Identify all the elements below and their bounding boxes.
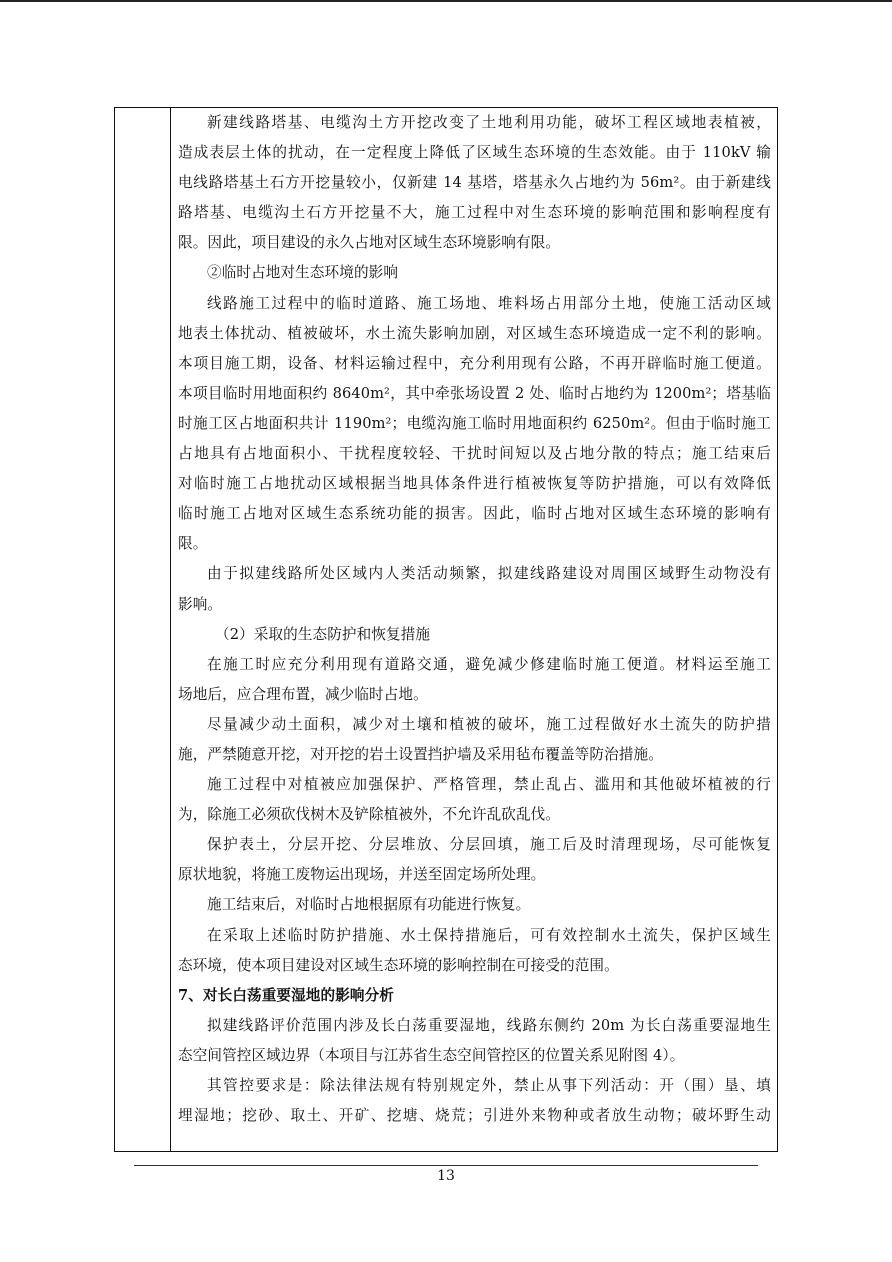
text-line: 施工结束后，对临时占地根据原有功能进行恢复。 <box>207 896 531 914</box>
text-line: 临时施工占地对区域生态系统功能的损害。因此，临时占地对区域生态环境的影响有 <box>178 505 771 523</box>
text-line: 造成表层土体的扰动，在一定程度上降低了区域生态环境的生态效能。由于 110kV 输 <box>178 144 771 162</box>
text-line: 电线路塔基土石方开挖量较小，仅新建 14 基塔，塔基永久占地约为 56m²。由于新建线 <box>178 174 771 192</box>
text-line: 线路施工过程中的临时道路、施工场地、堆料场占用部分土地，使施工活动区域 <box>207 294 771 312</box>
text-line: 占地具有占地面积小、干扰程度较轻、干扰时间短以及占地分散的特点；施工结束后 <box>178 445 771 463</box>
text-line: 地表土体扰动、植被破坏，水土流失影响加剧，对区域生态环境造成一定不利的影响。 <box>178 324 771 342</box>
text-line: 场地后，应合理布置，减少临时占地。 <box>178 685 428 703</box>
body-text <box>178 108 771 1131</box>
table-content-cell <box>171 108 777 1151</box>
report-table-frame <box>114 107 778 1152</box>
text-line: （2）采取的生态防护和恢复措施 <box>215 625 431 643</box>
text-line: 时施工区占地面积共计 1190m²；电缆沟施工临时用地面积约 6250m²。但由于临时施工 <box>178 414 771 432</box>
text-line: 本项目施工期，设备、材料运输过程中，充分利用现有公路，不再开辟临时施工便道。 <box>178 354 771 372</box>
text-line: 在采取上述临时防护措施、水土保持措施后，可有效控制水土流失，保护区域生 <box>207 926 771 944</box>
text-line: 新建线路塔基、电缆沟土方开挖改变了土地利用功能，破坏工程区域地表植被， <box>207 114 771 131</box>
text-line: 限。 <box>178 535 208 553</box>
text-line: 埋湿地；挖砂、取土、开矿、挖塘、烧荒；引进外来物种或者放生动物；破坏野生动 <box>178 1107 771 1125</box>
text-line: 态空间管控区域边界（本项目与江苏省生态空间管控区的位置关系见附图 4）。 <box>178 1046 685 1064</box>
text-line: 尽量减少动土面积，减少对土壤和植被的破坏，施工过程做好水土流失的防护措 <box>207 715 771 733</box>
text-line: 对临时施工占地扰动区域根据当地具体条件进行植被恢复等防护措施，可以有效降低 <box>178 475 771 493</box>
text-line: 态环境，使本项目建设对区域生态环境的影响控制在可接受的范围。 <box>178 956 619 974</box>
page-number: 13 <box>437 1168 455 1184</box>
table-left-column <box>115 108 171 1151</box>
text-line: 本项目临时用地面积约 8640m²，其中牵张场设置 2 处、临时占地约为 1200m²；塔基临 <box>178 384 771 402</box>
text-line: 拟建线路评价范围内涉及长白荡重要湿地，线路东侧约 20m 为长白荡重要湿地生 <box>207 1016 771 1034</box>
text-line: 为，除施工必须砍伐树木及铲除植被外，不允许乱砍乱伐。 <box>178 806 561 824</box>
text-line: 在施工时应充分利用现有道路交通，避免减少修建临时施工便道。材料运至施工 <box>207 655 771 673</box>
text-line: 原状地貌，将施工废物运出现场，并送至固定场所处理。 <box>178 866 546 884</box>
text-line: ②临时占地对生态环境的影响 <box>207 264 399 282</box>
section-heading: 7、对长白荡重要湿地的影响分析 <box>178 986 394 1004</box>
text-line: 由于拟建线路所处区域内人类活动频繁，拟建线路建设对周围区域野生动物没有 <box>207 565 771 583</box>
text-line: 保护表土，分层开挖、分层堆放、分层回填，施工后及时清理现场，尽可能恢复 <box>207 836 771 854</box>
text-line: 路塔基、电缆沟土石方开挖量不大，施工过程中对生态环境的影响范围和影响程度有 <box>178 204 771 222</box>
footer-rule <box>134 1165 758 1166</box>
text-line: 其管控要求是：除法律法规有特别规定外，禁止从事下列活动：开（围）垦、填 <box>207 1077 771 1094</box>
text-line: 影响。 <box>178 595 223 613</box>
text-line: 限。因此，项目建设的永久占地对区域生态环境影响有限。 <box>178 234 561 252</box>
page-top-rule <box>0 0 892 2</box>
text-line: 施工过程中对植被应加强保护、严格管理，禁止乱占、滥用和其他破坏植被的行 <box>207 776 771 794</box>
text-line: 施，严禁随意开挖，对开挖的岩土设置挡护墙及采用毡布覆盖等防治措施。 <box>178 745 663 763</box>
